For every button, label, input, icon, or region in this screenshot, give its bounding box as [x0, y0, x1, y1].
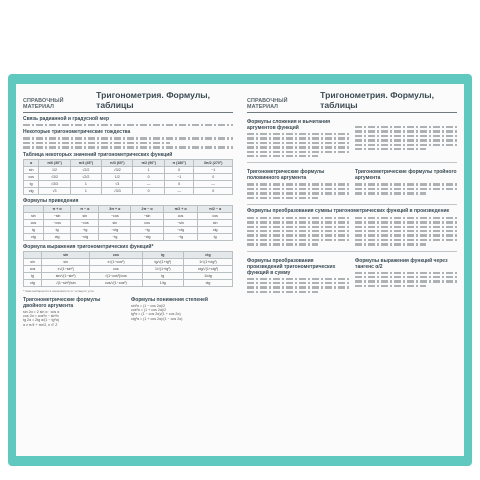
table-cell: tg	[24, 180, 39, 187]
addition-right	[355, 116, 457, 159]
formula-line	[247, 146, 349, 148]
table-cell: sin	[24, 166, 39, 173]
table-cell: tg	[142, 272, 183, 279]
formula-line	[247, 137, 349, 139]
section-label: СПРАВОЧНЫЙ МАТЕРИАЛ	[247, 98, 288, 110]
table-cell: 1	[70, 187, 101, 194]
table-cell: sin	[42, 258, 90, 265]
table-cell: −cos	[71, 219, 99, 226]
table-cell: −sin	[163, 219, 198, 226]
table-row	[24, 265, 233, 272]
table-cell: sin	[24, 212, 44, 219]
heading-radian: Связь радианной и градусной мер	[23, 116, 110, 122]
table-cell: √3	[39, 187, 70, 194]
half-argument-block	[247, 166, 349, 201]
table-cell: sin	[198, 219, 233, 226]
table-cell: cos	[24, 219, 44, 226]
formula-line	[247, 226, 349, 228]
formula-line	[23, 146, 233, 148]
formula-line	[247, 217, 349, 219]
table-row	[24, 219, 233, 226]
table-cell: 0	[164, 180, 194, 187]
formula-line	[355, 217, 457, 219]
table-cell: cos	[90, 265, 142, 272]
table-header-cell: sin	[42, 251, 90, 258]
table-cell: −cos	[43, 219, 71, 226]
values-table	[23, 159, 233, 195]
formula-line	[247, 192, 349, 194]
formula-line	[247, 282, 349, 284]
table-header-cell	[24, 251, 42, 258]
table-cell: √3/3	[39, 180, 70, 187]
page-title: Тригонометрия. Формулы, таблицы	[96, 90, 211, 110]
table-cell: sin	[24, 258, 42, 265]
table-cell: tg	[198, 233, 233, 240]
formula-text: cos²α = (1 + cos 2α)/2	[131, 307, 167, 312]
heading-lowering: Формулы понижения степеней	[131, 296, 209, 303]
table-cell: ctg	[183, 279, 232, 286]
divider	[247, 251, 457, 252]
table-cell: −1	[164, 173, 194, 180]
right-page-header	[247, 90, 457, 113]
formula-text: sin 2α = 2 sin α · cos α	[23, 309, 60, 314]
formula-line	[247, 155, 318, 157]
formula-line	[355, 243, 426, 245]
table-header-cell	[24, 205, 44, 212]
table-header-row	[24, 251, 233, 258]
table-cell: −tg	[71, 226, 99, 233]
table-cell: √(1−sin²)/sin	[42, 279, 90, 286]
sum-product-left	[247, 215, 349, 248]
sum-product-block	[247, 215, 457, 248]
table-cell: −sin	[131, 212, 163, 219]
formula-line	[247, 286, 349, 288]
table-cell: 1/√(1+tg²)	[142, 265, 183, 272]
bottom-right-block	[247, 255, 457, 296]
table-row	[24, 166, 233, 173]
heading-product-sum: Формулы преобразования произведений тригонометрических функций в сумму	[247, 257, 336, 276]
table-cell: 0	[164, 166, 194, 173]
table-cell: cos	[24, 173, 39, 180]
table-header-cell: ctg	[183, 251, 232, 258]
heading-sum-product: Формулы преобразования суммы тригонометрических функций в произведение	[247, 207, 450, 214]
tan-half-block	[355, 255, 457, 296]
table-row	[24, 180, 233, 187]
table-cell: tg	[43, 226, 71, 233]
formula-line	[355, 234, 457, 236]
table-cell: √3/3	[102, 187, 133, 194]
addition-block	[247, 116, 457, 159]
table-row	[24, 187, 233, 194]
table-cell: —	[194, 180, 233, 187]
table-header-cell: π/2 + α	[163, 205, 198, 212]
table-cell: √3/2	[39, 173, 70, 180]
heading-double: Тригонометрические формулы двойного аргумента	[23, 296, 101, 309]
table-cell: ±√(1−sin²)	[42, 265, 90, 272]
formula-text: α ≠ π/4 + πn/2, n ∈ Z	[23, 322, 58, 327]
table-cell: −tg	[131, 226, 163, 233]
formula-text: cos 2α = cos²α − sin²α	[23, 313, 59, 318]
formula-line	[247, 230, 349, 232]
divider	[247, 204, 457, 205]
heading-triple: Тригонометрические формулы тройного аргумента	[355, 169, 457, 182]
formula-line	[355, 135, 457, 137]
table-cell: √3/2	[102, 166, 133, 173]
page-title: Тригонометрия. Формулы, таблицы	[320, 90, 435, 110]
formula-line	[355, 280, 457, 282]
table-header-cell: π/4 (45°)	[70, 159, 101, 166]
formula-line	[355, 126, 457, 128]
table-row	[24, 226, 233, 233]
table-cell: —	[164, 187, 194, 194]
footnote: * Знак выбирается в зависимости от четверти угла	[23, 288, 94, 293]
reduction-table	[23, 205, 233, 241]
table-cell: 1/2	[102, 173, 133, 180]
formula-line	[23, 142, 170, 144]
sum-product-right	[355, 215, 457, 248]
addition-left	[247, 116, 349, 159]
table-cell: ctg	[24, 233, 44, 240]
formula-line	[247, 234, 349, 236]
table-cell: sin	[71, 212, 99, 219]
table-header-cell: π (180°)	[164, 159, 194, 166]
left-page-header	[23, 90, 233, 113]
formula-line	[355, 285, 426, 287]
table-header-cell: 3π + α	[99, 205, 131, 212]
table-cell: cos	[131, 219, 163, 226]
left-page	[16, 84, 240, 456]
formula-text: ctg²α = (1 + cos 2α)/(1 − cos 2α)	[131, 316, 183, 321]
bottom-formula-columns	[23, 294, 233, 328]
table-cell: 0	[194, 173, 233, 180]
formula-line	[247, 151, 349, 153]
formula-line	[23, 137, 233, 139]
formula-line	[355, 148, 426, 150]
table-cell: sin/√(1−sin²)	[42, 272, 90, 279]
power-lowering-block	[131, 294, 233, 328]
heading-expression: Формула выражения тригонометрических функций*	[23, 243, 154, 250]
formula-line	[247, 133, 349, 135]
table-cell: ctg	[43, 233, 71, 240]
formula-text: sin²α = (1 − cos 2α)/2	[131, 303, 166, 308]
table-cell: −cos	[99, 212, 131, 219]
table-header-cell: 2π − α	[131, 205, 163, 212]
table-header-cell: 3π/2 (270°)	[194, 159, 233, 166]
formula-line	[355, 239, 457, 241]
table-cell: 1/2	[39, 166, 70, 173]
table-cell: 1/tg	[142, 279, 183, 286]
formula-line	[247, 221, 349, 223]
table-cell: √(1−cos²)/cos	[90, 272, 142, 279]
heading-via-tan: Формулы выражения функций через тангенс α/2	[355, 257, 448, 270]
section-label: СПРАВОЧНЫЙ МАТЕРИАЛ	[23, 98, 64, 110]
heading-identities: Некоторые тригонометрические тождества	[23, 129, 131, 136]
formula-line	[247, 142, 349, 144]
formula-line	[247, 291, 318, 293]
formula-line	[355, 221, 457, 223]
table-header-cell: α	[24, 159, 39, 166]
table-header-cell: π + α	[43, 205, 71, 212]
table-cell: 0	[133, 173, 164, 180]
formula-line	[355, 276, 457, 278]
table-row	[24, 233, 233, 240]
table-cell: √3	[102, 180, 133, 187]
formula-line	[23, 124, 233, 126]
formula-line	[355, 130, 457, 132]
table-header-cell: π/2 (90°)	[133, 159, 164, 166]
formula-line	[355, 230, 457, 232]
table-row	[24, 272, 233, 279]
table-cell: ±√(1−cos²)	[90, 258, 142, 265]
table-cell: —	[133, 180, 164, 187]
expression-table	[23, 251, 233, 287]
table-cell: √2/2	[70, 173, 101, 180]
divider	[247, 162, 457, 163]
table-cell: 0	[133, 187, 164, 194]
table-cell: −ctg	[99, 226, 131, 233]
heading-half: Тригонометрические формулы половинного аргумента	[247, 169, 325, 182]
formula-line	[247, 188, 349, 190]
table-cell: sin	[99, 219, 131, 226]
table-cell: ctg	[24, 279, 42, 286]
product-sum-block	[247, 255, 349, 296]
table-cell: −1	[194, 166, 233, 173]
table-cell: ctg/√(1+ctg²)	[183, 265, 232, 272]
table-cell: −tg	[163, 233, 198, 240]
table-cell: −sin	[43, 212, 71, 219]
table-header-cell: π/2 − α	[198, 205, 233, 212]
table-cell: cos	[163, 212, 198, 219]
table-cell: −tg	[99, 233, 131, 240]
table-header-cell: tg	[142, 251, 183, 258]
table-header-row	[24, 159, 233, 166]
table-cell: ctg	[24, 187, 39, 194]
table-cell: 1/ctg	[183, 272, 232, 279]
heading-addition: Формулы сложения и вычитания аргументов функций	[247, 119, 331, 131]
table-cell: cos	[24, 265, 42, 272]
formula-text: tg 2α = 2tg α/(1 − tg²α)	[23, 318, 59, 323]
formula-line	[247, 197, 318, 199]
formula-line	[355, 192, 426, 194]
table-header-row	[24, 205, 233, 212]
formula-line	[247, 278, 349, 280]
formula-line	[355, 226, 457, 228]
table-cell: tg/√(1+tg²)	[142, 258, 183, 265]
triple-argument-block	[355, 166, 457, 201]
formula-line	[355, 139, 457, 141]
table-cell: √2/2	[70, 166, 101, 173]
table-cell: 1	[133, 166, 164, 173]
formula-line	[355, 144, 457, 146]
formula-line	[355, 188, 457, 190]
formula-line	[355, 183, 457, 185]
double-argument-block	[23, 294, 125, 328]
formula-line	[355, 272, 457, 274]
table-header-cell: π/6 (30°)	[39, 159, 70, 166]
table-cell: cos	[198, 212, 233, 219]
table-row	[24, 279, 233, 286]
half-triple-block	[247, 166, 457, 201]
table-cell: −ctg	[131, 233, 163, 240]
table-cell: −ctg	[163, 226, 198, 233]
table-cell: 1	[70, 180, 101, 187]
table-header-cell: cos	[90, 251, 142, 258]
table-cell: 1/√(1+ctg²)	[183, 258, 232, 265]
formula-line	[247, 183, 349, 185]
table-cell: −ctg	[71, 233, 99, 240]
table-cell: cos/√(1−cos²)	[90, 279, 142, 286]
right-page	[240, 84, 464, 456]
table-row	[24, 173, 233, 180]
table-cell: 0	[194, 187, 233, 194]
formula-line	[247, 239, 349, 241]
table-header-cell: π − α	[71, 205, 99, 212]
table-cell: ctg	[198, 226, 233, 233]
table-cell: tg	[24, 226, 44, 233]
heading-table-values: Таблица некоторых значений тригонометрических функций	[23, 151, 173, 158]
table-row	[24, 212, 233, 219]
formula-line	[247, 243, 318, 245]
table-row	[24, 258, 233, 265]
heading-reduction: Формулы приведения	[23, 197, 79, 204]
table-header-cell: π/3 (60°)	[102, 159, 133, 166]
table-cell: tg	[24, 272, 42, 279]
formula-text: tg²α = (1 − cos 2α)/(1 + cos 2α)	[131, 312, 181, 317]
